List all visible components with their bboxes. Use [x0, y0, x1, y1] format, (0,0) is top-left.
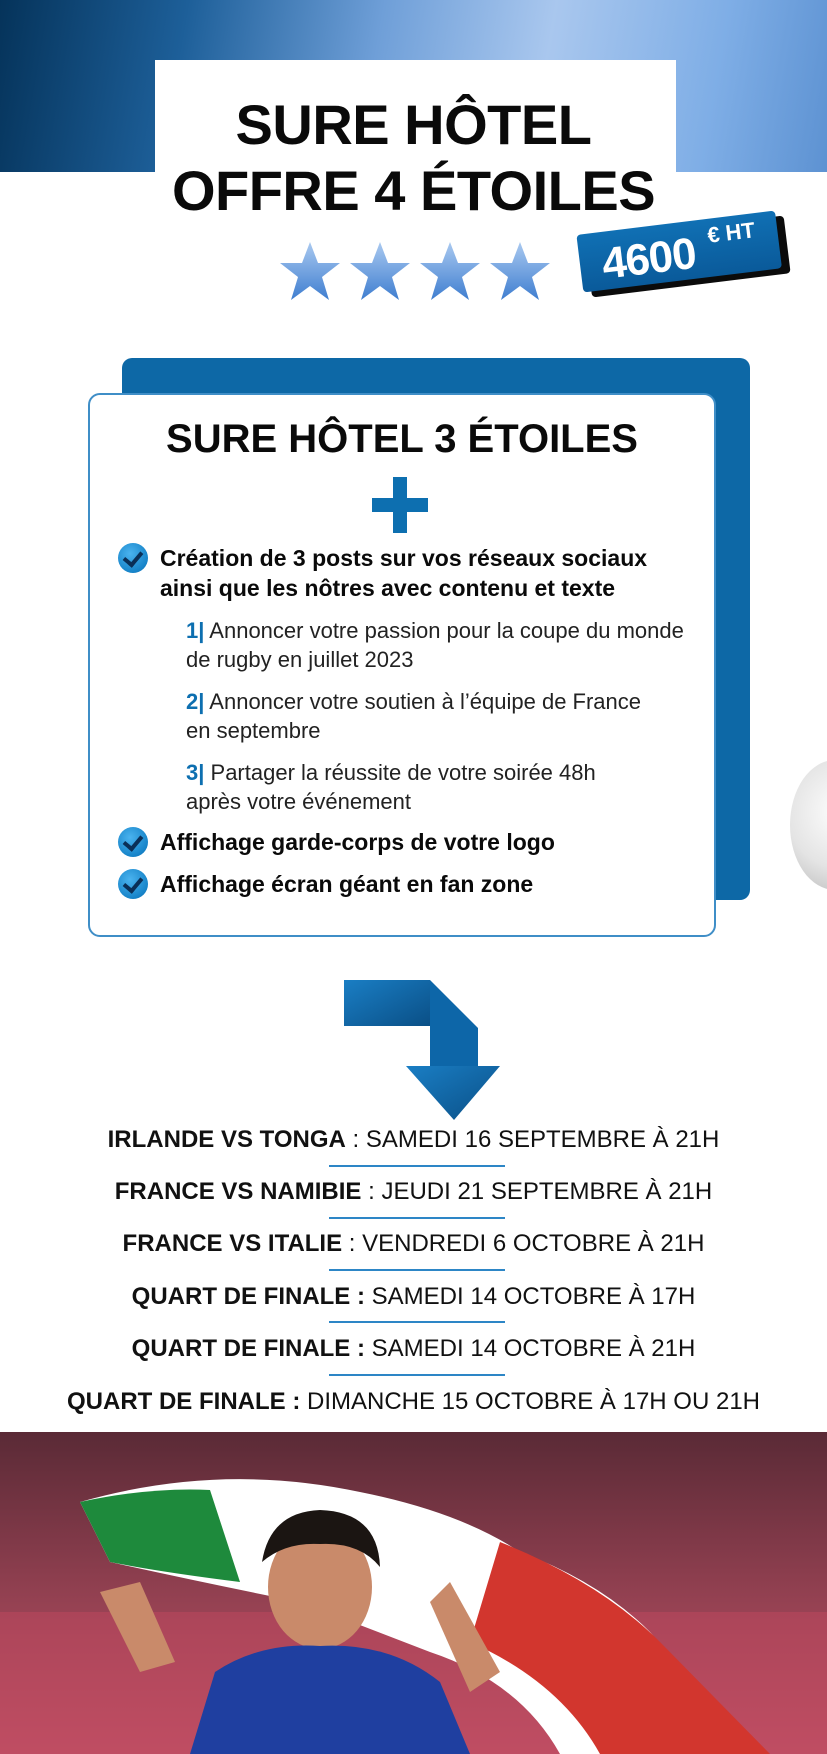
- match-separator: :: [361, 1178, 382, 1205]
- match-separator: [365, 1335, 372, 1362]
- star-icon: [348, 240, 412, 302]
- match-row: [0, 1388, 827, 1416]
- plus-icon: [372, 477, 428, 533]
- match-teams: IRLANDE VS TONGA: [107, 1126, 346, 1153]
- star-icon: [418, 240, 482, 302]
- star-rating: [278, 240, 553, 302]
- match-separator: :: [342, 1230, 363, 1257]
- match-when: SAMEDI 14 OCTOBRE À 21H: [371, 1335, 696, 1362]
- match-when: SAMEDI 16 SEPTEMBRE À 21H: [365, 1126, 720, 1153]
- check-circle-icon: [118, 543, 148, 573]
- match-teams: FRANCE VS NAMIBIE: [114, 1178, 362, 1205]
- sub-item: [186, 687, 656, 745]
- feature-text: Affichage garde-corps de votre logo: [160, 829, 555, 855]
- sub-item-number: 2|: [186, 689, 205, 714]
- match-when: VENDREDI 6 OCTOBRE À 21H: [362, 1230, 705, 1257]
- sub-item-text: Partager la réussite de votre soirée 48h après votre événement: [186, 760, 596, 814]
- arrow-down-icon: [344, 978, 500, 1122]
- match-row: [0, 1178, 827, 1206]
- match-teams: FRANCE VS ITALIE: [122, 1230, 343, 1257]
- match-separator: [365, 1283, 372, 1310]
- divider: [329, 1374, 505, 1376]
- offer-card: [88, 393, 716, 937]
- sub-item-number: 1|: [186, 618, 205, 643]
- divider: [329, 1321, 505, 1323]
- sub-item-number: 3|: [186, 760, 205, 785]
- feature-item: [118, 543, 670, 603]
- sub-item-text: Annoncer votre passion pour la coupe du monde de rugby en juillet 2023: [186, 618, 684, 672]
- match-row: [0, 1335, 827, 1363]
- feature-text: Affichage écran géant en fan zone: [160, 871, 534, 897]
- star-icon: [278, 240, 342, 302]
- star-icon: [488, 240, 552, 302]
- page-title-line1: SURE HÔTEL: [235, 93, 592, 156]
- feature-text: Création de 3 posts sur vos réseaux sociaux ainsi que les nôtres avec contenu et texte: [160, 545, 648, 601]
- rugby-ball-image: [790, 760, 827, 890]
- match-when: JEUDI 21 SEPTEMBRE À 21H: [381, 1178, 713, 1205]
- feature-item: [118, 869, 533, 899]
- sub-item: [186, 758, 626, 816]
- card-title: SURE HÔTEL 3 ÉTOILES: [166, 417, 638, 461]
- feature-item: [118, 827, 555, 857]
- sub-item: [186, 616, 706, 674]
- match-when: SAMEDI 14 OCTOBRE À 17H: [371, 1283, 696, 1310]
- match-separator: :: [345, 1126, 366, 1153]
- check-circle-icon: [118, 827, 148, 857]
- match-row: [0, 1126, 827, 1154]
- divider: [329, 1269, 505, 1271]
- divider: [329, 1165, 505, 1167]
- match-when: DIMANCHE 15 OCTOBRE À 17H OU 21H: [306, 1388, 760, 1415]
- price-unit: € HT: [705, 217, 757, 248]
- price-amount: 4600: [599, 228, 699, 289]
- match-teams: QUART DE FINALE :: [66, 1388, 301, 1415]
- check-circle-icon: [118, 869, 148, 899]
- player-photo-illustration: [0, 1432, 827, 1754]
- divider: [329, 1217, 505, 1219]
- page-title-line2: OFFRE 4 ÉTOILES: [171, 159, 656, 222]
- match-teams: QUART DE FINALE :: [131, 1335, 365, 1362]
- match-teams: QUART DE FINALE :: [131, 1283, 365, 1310]
- match-separator: [300, 1388, 307, 1415]
- player-photo: [0, 1432, 827, 1754]
- sub-item-text: Annoncer votre soutien à l’équipe de France en septembre: [186, 689, 642, 743]
- match-row: [0, 1230, 827, 1258]
- match-row: [0, 1283, 827, 1311]
